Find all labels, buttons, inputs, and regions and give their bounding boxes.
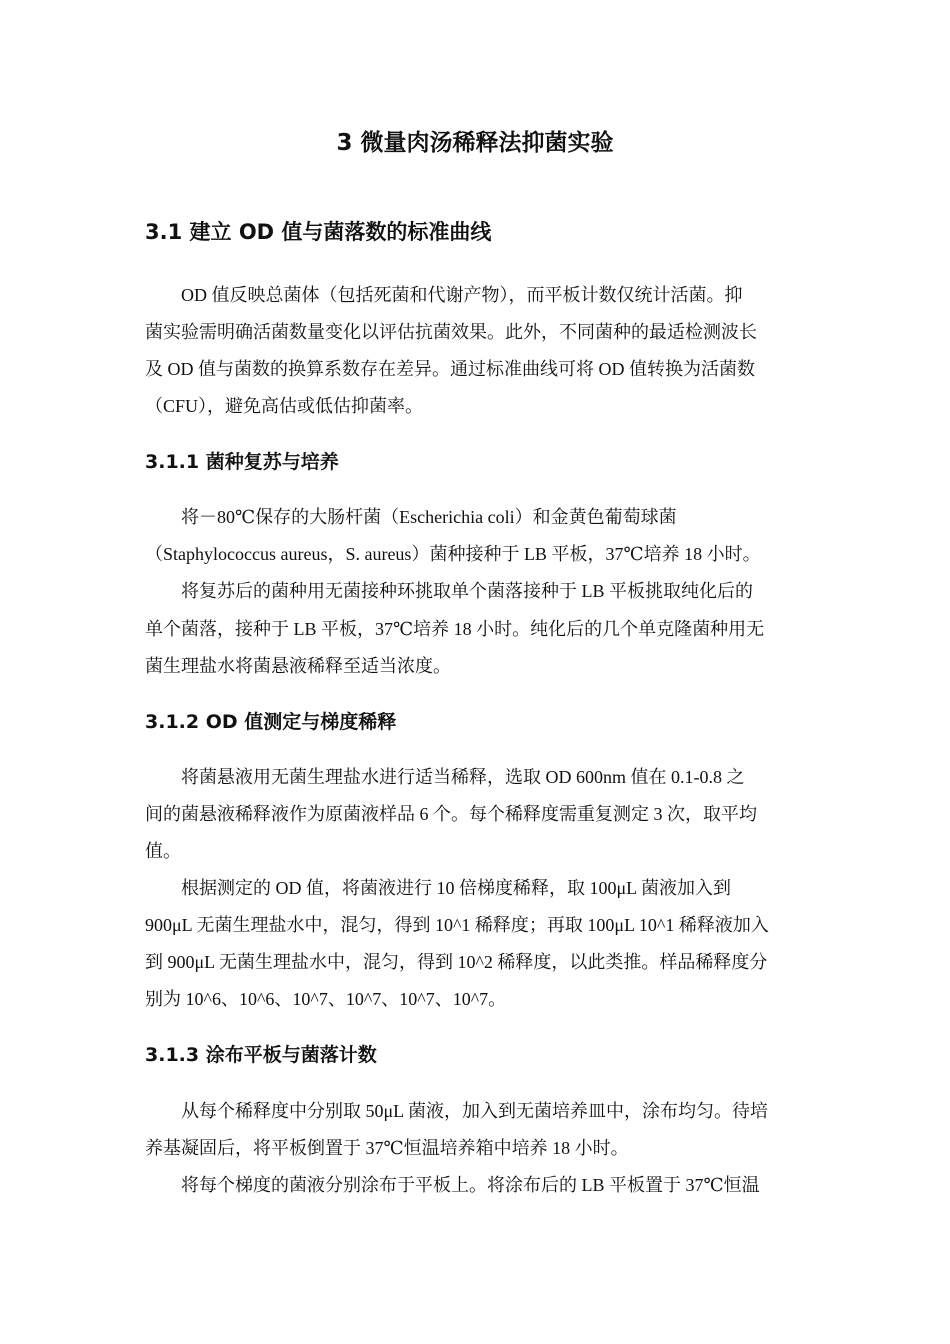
- section-3-1-1-heading: 3.1.1 菌种复苏与培养: [145, 451, 339, 473]
- section-3-1-heading: 3.1 建立 OD 值与菌落数的标准曲线: [145, 220, 492, 244]
- paragraph-line: （CFU），避免高估或低估抑菌率。: [145, 396, 424, 416]
- paragraph-line: 从每个稀释度中分别取 50μL 菌液，加入到无菌培养皿中，涂布均匀。待培: [181, 1101, 768, 1121]
- section-3-1-2-heading: 3.1.2 OD 值测定与梯度稀释: [145, 711, 397, 733]
- paragraph-line: 将复苏后的菌种用无菌接种环挑取单个菌落接种于 LB 平板挑取纯化后的: [181, 581, 753, 601]
- paragraph-line: 900μL 无菌生理盐水中，混匀，得到 10^1 稀释度；再取 100μL 10^1 稀释液加入: [145, 915, 769, 935]
- paragraph-line: 根据测定的 OD 值，将菌液进行 10 倍梯度稀释，取 100μL 菌液加入到: [181, 878, 731, 898]
- paragraph-line: 及 OD 值与菌数的换算系数存在差异。通过标准曲线可将 OD 值转换为活菌数: [145, 359, 755, 379]
- paragraph-line: 值。: [145, 841, 181, 861]
- paragraph-line: 别为 10^6、10^6、10^7、10^7、10^7、10^7。: [145, 989, 507, 1009]
- page-title: 3 微量肉汤稀释法抑菌实验: [336, 130, 614, 156]
- paragraph-line: 将每个梯度的菌液分别涂布于平板上。将涂布后的 LB 平板置于 37℃恒温: [181, 1175, 760, 1195]
- paragraph-line: 将菌悬液用无菌生理盐水进行适当稀释，选取 OD 600nm 值在 0.1-0.8 之: [181, 767, 745, 787]
- paragraph-line: 到 900μL 无菌生理盐水中，混匀，得到 10^2 稀释度，以此类推。样品稀释度分: [145, 952, 768, 972]
- paragraph-line: 菌实验需明确活菌数量变化以评估抗菌效果。此外，不同菌种的最适检测波长: [145, 322, 757, 342]
- paragraph-line: （Staphylococcus aureus，S. aureus）菌种接种于 LB 平板，37℃培养 18 小时。: [145, 544, 761, 564]
- paragraph-line: 养基凝固后，将平板倒置于 37℃恒温培养箱中培养 18 小时。: [145, 1138, 629, 1158]
- paragraph-line: 单个菌落，接种于 LB 平板，37℃培养 18 小时。纯化后的几个单克隆菌种用无: [145, 619, 765, 639]
- section-3-1-3-heading: 3.1.3 涂布平板与菌落计数: [145, 1044, 377, 1066]
- paragraph-line: OD 值反映总菌体（包括死菌和代谢产物），而平板计数仅统计活菌。抑: [181, 285, 743, 305]
- paragraph-line: 间的菌悬液稀释液作为原菌液样品 6 个。每个稀释度需重复测定 3 次，取平均: [145, 804, 757, 824]
- paragraph-line: 菌生理盐水将菌悬液稀释至适当浓度。: [145, 656, 451, 676]
- paragraph-line: 将－80℃保存的大肠杆菌（Escherichia coli）和金黄色葡萄球菌: [181, 507, 677, 527]
